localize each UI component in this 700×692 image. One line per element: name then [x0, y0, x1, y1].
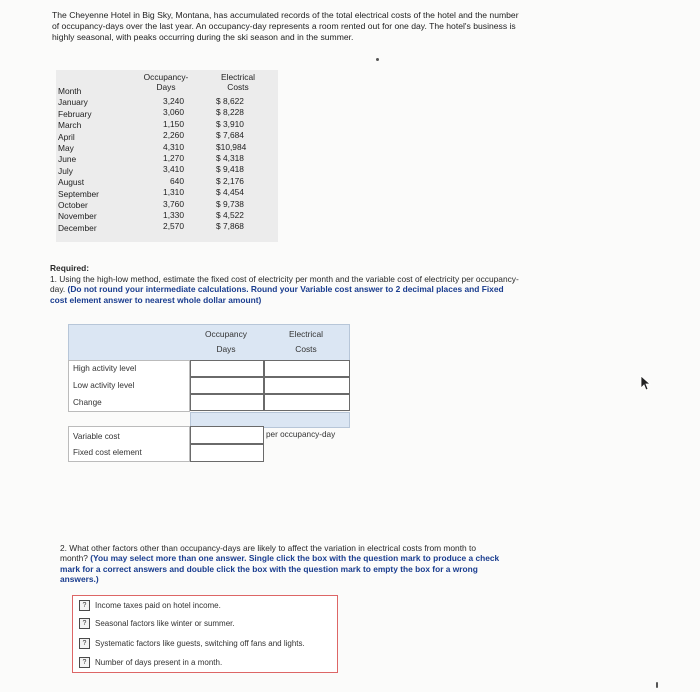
costs-header-1: Electrical: [221, 72, 255, 82]
month-cell: June: [58, 154, 77, 165]
days-cell: 1,270: [163, 153, 184, 164]
required-title: Required:: [50, 263, 90, 273]
month-cell: November: [58, 211, 97, 222]
month-cell: July: [58, 165, 73, 176]
low-activity-label: Low activity level: [73, 381, 135, 390]
answer-days-header-2: Days: [216, 344, 236, 354]
high-costs-input[interactable]: [264, 360, 350, 377]
q1-instructions: (Do not round your intermediate calculations. Round your Variable cost answer to 2 decimal places and Fixed cost element answer to nearest whole dollar amount): [50, 284, 504, 305]
option-systematic-factors[interactable]: [79, 638, 305, 649]
costs-header-2: Costs: [227, 82, 249, 92]
month-cell: September: [58, 188, 99, 199]
question-2: [60, 543, 500, 585]
q1-text: 1. Using the high-low method, estimate the fixed cost of electricity per month and the variable cost of electricity per occupancy-day.: [50, 273, 519, 295]
stray-mark: [656, 682, 658, 688]
costs-cell: $ 7,684: [216, 130, 244, 141]
costs-cell: $10,984: [216, 141, 247, 152]
costs-cell: $ 4,522: [216, 210, 244, 221]
days-cell: 1,330: [163, 210, 184, 221]
high-activity-label: High activity level: [73, 364, 137, 373]
question-checkbox-icon[interactable]: ?: [79, 657, 90, 668]
option-label: Number of days present in a month.: [95, 658, 223, 667]
days-header-1: Occupancy-: [143, 72, 189, 82]
days-cell: 1,310: [163, 187, 184, 198]
month-header: Month: [58, 86, 82, 96]
option-label: Income taxes paid on hotel income.: [95, 601, 221, 610]
variable-cost-input[interactable]: [190, 426, 264, 444]
change-label: Change: [73, 398, 102, 407]
days-cell: 3,060: [163, 107, 184, 118]
option-label: Seasonal factors like winter or summer.: [95, 619, 235, 628]
days-cell: 4,310: [163, 141, 184, 152]
costs-cell: $ 7,868: [216, 221, 244, 232]
mouse-cursor-icon: [640, 375, 652, 391]
days-cell: 2,570: [163, 221, 184, 232]
question-checkbox-icon[interactable]: ?: [79, 638, 90, 649]
answer-costs-header-1: Electrical: [289, 329, 323, 339]
month-cell: May: [58, 143, 74, 154]
days-cell: 1,150: [163, 118, 184, 129]
answer-costs-header-2: Costs: [295, 344, 317, 354]
costs-cell: $ 3,910: [216, 118, 244, 129]
month-column: [58, 86, 99, 234]
problem-intro: The Cheyenne Hotel in Big Sky, Montana, has accumulated records of the total electrical costs of the hotel and the number of occupancy-days over the last year. An occupancy-day represents a room rented out for one day. The hotel's business is highly seasonal, with peaks occurring during the ski season and in the summer.: [52, 10, 519, 43]
answer-options: [72, 595, 338, 673]
option-label: Systematic factors like guests, switching off fans and lights.: [95, 639, 305, 648]
data-table: [56, 70, 278, 242]
stray-mark: [376, 58, 379, 61]
days-cell: 2,260: [163, 130, 184, 141]
costs-column: [216, 96, 256, 233]
question-checkbox-icon[interactable]: ?: [79, 600, 90, 611]
days-header-2: Days: [156, 82, 176, 92]
month-cell: January: [58, 97, 88, 108]
option-days-in-month[interactable]: [79, 657, 222, 668]
month-cell: February: [58, 108, 92, 119]
days-column: [144, 96, 184, 233]
costs-cell: $ 8,622: [216, 96, 244, 106]
days-cell: 640: [170, 175, 184, 186]
high-days-input[interactable]: [190, 360, 264, 377]
option-seasonal-factors[interactable]: [79, 618, 235, 629]
costs-cell: $ 2,176: [216, 175, 244, 186]
month-cell: August: [58, 177, 85, 188]
costs-cell: $ 9,738: [216, 198, 244, 209]
option-income-taxes[interactable]: [79, 600, 221, 611]
days-cell: 3,240: [163, 96, 184, 106]
days-cell: 3,410: [163, 164, 184, 175]
q2-instructions: (You may select more than one answer. Single click the box with the question mark to produce a check mark for a correct answers and double click the box with the question mark to empty the box for a wrong answers.): [60, 553, 500, 585]
month-cell: December: [58, 222, 97, 233]
costs-cell: $ 4,454: [216, 187, 244, 198]
low-costs-input[interactable]: [264, 377, 350, 394]
required-section: [50, 263, 520, 305]
change-days-input[interactable]: [190, 394, 264, 411]
costs-cell: $ 4,318: [216, 153, 244, 164]
costs-cell: $ 8,228: [216, 107, 244, 118]
q2-text: 2. What other factors other than occupancy-days are likely to affect the variation in electrical costs from month to month?: [60, 543, 477, 564]
fixed-cost-label: Fixed cost element: [73, 448, 142, 457]
fixed-cost-input[interactable]: [190, 444, 264, 462]
variable-cost-label: Variable cost: [73, 432, 120, 441]
low-days-input[interactable]: [190, 377, 264, 394]
answer-grid: [68, 324, 350, 466]
month-cell: March: [58, 120, 82, 131]
change-costs-input[interactable]: [264, 394, 350, 411]
per-occupancy-day-label: per occupancy-day: [266, 430, 336, 439]
month-cell: April: [58, 131, 75, 142]
costs-cell: $ 9,418: [216, 164, 244, 175]
question-checkbox-icon[interactable]: ?: [79, 618, 90, 629]
month-cell: October: [58, 200, 88, 211]
days-cell: 3,760: [163, 198, 184, 209]
answer-days-header-1: Occupancy: [205, 329, 247, 339]
